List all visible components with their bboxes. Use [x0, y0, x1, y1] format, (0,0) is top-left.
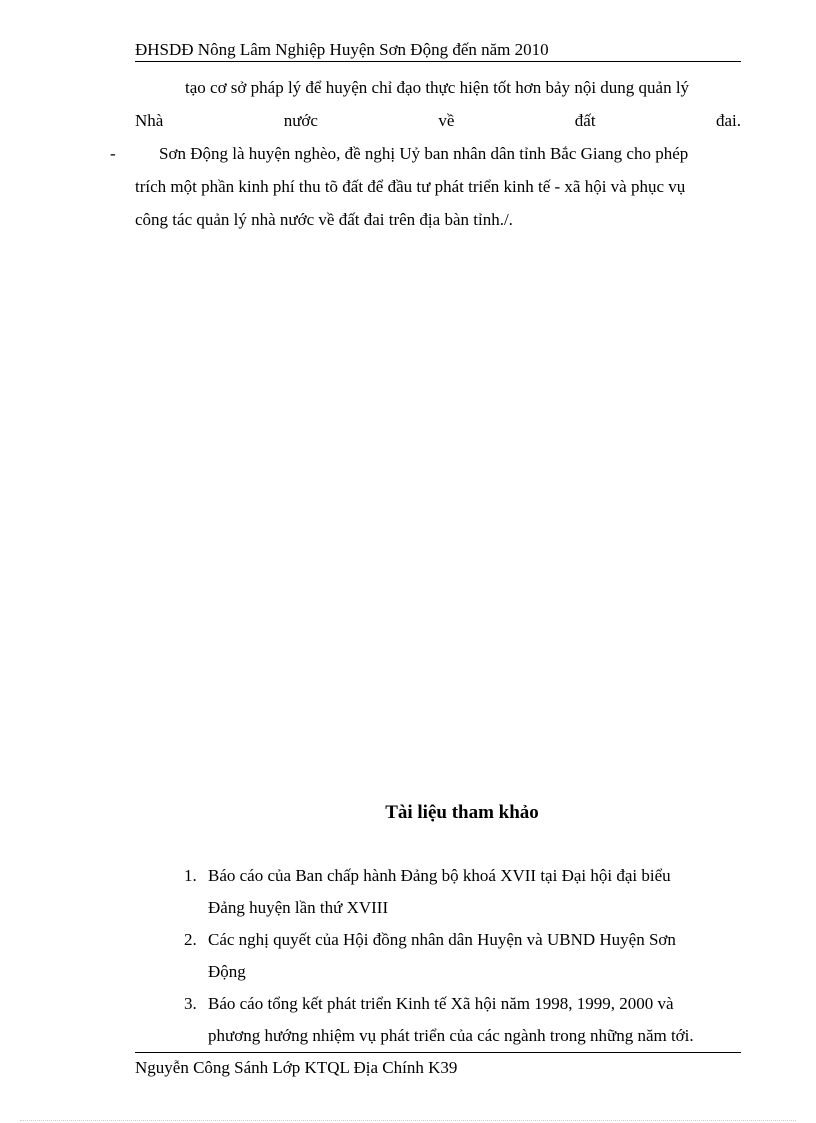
word: về — [438, 111, 455, 130]
reference-text — [208, 988, 744, 1052]
reference-number: 2. — [184, 930, 197, 949]
reference-line: Đảng huyện lần thứ XVIII — [208, 898, 389, 917]
word: nước — [283, 111, 318, 130]
footer-divider — [135, 1052, 741, 1053]
reference-line: phương hướng nhiệm vụ phát triển của các ngành trong những năm tới. — [208, 1026, 694, 1045]
reference-item — [184, 924, 744, 988]
reference-number: 1. — [184, 866, 197, 885]
word: đai. — [715, 111, 741, 130]
body-line: tạo cơ sở pháp lý để huyện chỉ đạo thực hiện tốt hơn bảy nội dung quản lý — [185, 78, 690, 97]
references-title: Tài liệu tham khảo — [385, 802, 539, 823]
reference-line: Báo cáo của Ban chấp hành Đảng bộ khoá XVII tại Đại hội đại biểu — [208, 866, 671, 885]
bullet-dash: - — [110, 144, 116, 163]
body-line-justified — [135, 104, 741, 137]
page-footer: Nguyễn Công Sánh Lớp KTQL Địa Chính K39 — [135, 1058, 458, 1077]
reference-text — [208, 924, 744, 988]
page-bottom-edge — [20, 1120, 796, 1121]
reference-line: Động — [208, 962, 246, 981]
reference-item — [184, 988, 744, 1052]
word: đất — [574, 111, 596, 130]
paragraph-text: Sơn Động là huyện nghèo, đề nghị Uỷ ban nhân dân tỉnh Bắc Giang cho phép — [159, 144, 689, 163]
reference-line: Các nghị quyết của Hội đồng nhân dân Huyện và UBND Huyện Sơn — [208, 930, 676, 949]
reference-number: 3. — [184, 994, 197, 1013]
word: Nhà — [135, 111, 164, 130]
reference-item — [184, 860, 744, 924]
reference-line: Báo cáo tổng kết phát triển Kinh tế Xã hội năm 1998, 1999, 2000 và — [208, 994, 674, 1013]
bullet-paragraph-line — [110, 137, 741, 170]
reference-text — [208, 860, 744, 924]
body-line: công tác quản lý nhà nước về đất đai trên địa bàn tỉnh./. — [135, 210, 513, 229]
page-header: ĐHSDĐ Nông Lâm Nghiệp Huyện Sơn Động đến năm 2010 — [135, 39, 741, 62]
body-section — [110, 71, 741, 236]
body-line: trích một phần kinh phí thu tõ đất để đầu tư phát triển kinh tế - xã hội và phục vụ — [135, 177, 686, 196]
